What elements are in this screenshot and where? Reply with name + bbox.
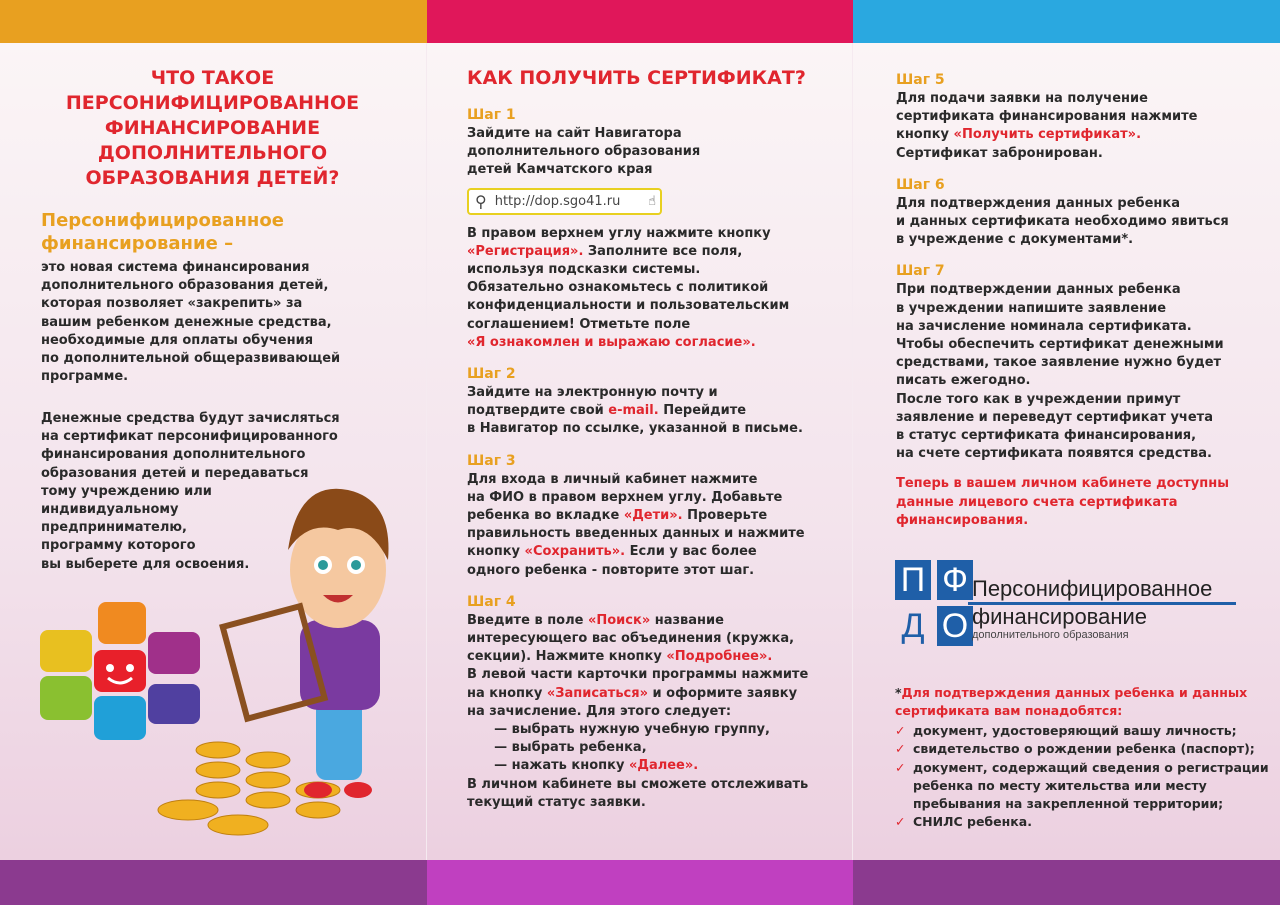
- text-line: [467, 525, 837, 543]
- text-segment: на зачисление номинала сертификата.: [896, 318, 1192, 334]
- text-line: [895, 813, 1269, 831]
- text-segment: документ, удостоверяющий вашу личность;: [913, 723, 1237, 738]
- step-4: [467, 592, 837, 812]
- middle-content: [467, 66, 837, 824]
- text-line: [896, 281, 1256, 299]
- text-segment: на сертификат персонифицированного: [41, 429, 338, 445]
- text-segment: При подтверждении данных ребенка: [896, 282, 1181, 298]
- text-segment: детей Камчатского края: [467, 162, 653, 178]
- account-note: [896, 475, 1256, 530]
- text-segment: Обязательно ознакомьтесь с политикой: [467, 280, 769, 296]
- step-label: Шаг 6: [896, 176, 945, 193]
- text-segment: финансирования дополнительного: [41, 447, 306, 463]
- text-line: [41, 332, 340, 350]
- text-segment: на счете сертификата появятся средства.: [896, 446, 1212, 462]
- documents-section: [895, 684, 1269, 832]
- step-label: Шаг 3: [467, 452, 516, 469]
- check-icon: ✓: [895, 759, 906, 775]
- text-line: [895, 722, 1269, 740]
- text-segment: в учреждении напишите заявление: [896, 300, 1167, 316]
- text-segment: Сертификат забронирован.: [896, 145, 1103, 161]
- text-line: [896, 126, 1256, 144]
- illustration: [38, 480, 398, 840]
- text-segment: ребенка по месту жительства или месту: [913, 777, 1207, 793]
- cursor-hand-icon: ☝: [648, 193, 656, 209]
- documents-list: [895, 722, 1269, 832]
- text-segment: — выбрать ребенка,: [467, 740, 647, 756]
- text-line: [896, 494, 1256, 512]
- text-line: [896, 90, 1256, 108]
- text-segment: в статус сертификата финансирования,: [896, 428, 1197, 444]
- step-3: [896, 261, 1256, 463]
- text-line: [41, 410, 340, 428]
- step-label: Шаг 2: [467, 366, 516, 383]
- top-bar-magenta: [427, 0, 853, 43]
- text-segment: Зайдите на сайт Навигатора: [467, 126, 682, 141]
- highlight-text: «Подробнее».: [666, 649, 773, 665]
- text-line: [467, 471, 837, 489]
- text-line: [467, 739, 837, 757]
- how-to-title: КАК ПОЛУЧИТЬ СЕРТИФИКАТ?: [467, 67, 806, 89]
- step-text: [467, 384, 837, 439]
- bottom-bar-middle: [427, 860, 853, 905]
- highlight-text: финансирования.: [896, 512, 1029, 528]
- text-line: [467, 316, 837, 334]
- right-content: [896, 66, 1256, 530]
- text-segment: — выбрать нужную учебную группу,: [467, 722, 770, 738]
- highlight-text: «Я ознакомлен и выражаю согласие».: [467, 334, 756, 350]
- text-segment: конфиденциальности и пользовательским: [467, 298, 790, 314]
- text-line: [467, 225, 837, 243]
- text-line: [467, 279, 837, 297]
- text-line: [896, 391, 1256, 409]
- text-line: [467, 507, 837, 525]
- title-line: ПЕРСОНИФИЦИРОВАННОЕ: [65, 92, 360, 114]
- top-bar-orange: [0, 0, 427, 43]
- step-1: [896, 70, 1256, 163]
- text-segment: одного ребенка - повторите этот шаг.: [467, 562, 755, 578]
- text-segment: необходимые для оплаты обучения: [41, 332, 314, 348]
- text-line: [467, 543, 837, 561]
- text-segment: Проверьте: [682, 508, 768, 524]
- logo-text: [972, 576, 1236, 641]
- text-line: [467, 489, 837, 507]
- text-line: [467, 261, 837, 279]
- highlight-text: e-mail.: [608, 403, 659, 419]
- text-segment: дополнительного образования детей,: [41, 278, 329, 294]
- highlight-text: «Записаться»: [546, 685, 649, 701]
- text-line: [895, 759, 1269, 777]
- step-2: [467, 364, 837, 439]
- text-segment: средствами, такое заявление нужно будет: [896, 355, 1222, 371]
- text-segment: Для входа в личный кабинет нажмите: [467, 471, 758, 487]
- text-segment: свидетельство о рождении ребенка (паспорт);: [913, 741, 1255, 757]
- text-segment: В левой части карточки программы нажмите: [467, 667, 809, 683]
- step-label: Шаг 7: [896, 263, 945, 280]
- subtitle-line: Персонифицированное: [41, 210, 284, 231]
- documents-title: [895, 684, 1269, 720]
- step-text: [467, 125, 837, 180]
- bottom-bar-right: [853, 860, 1280, 905]
- text-segment: Перейдите: [658, 403, 747, 419]
- text-segment: подтвердите свой: [467, 403, 609, 419]
- check-icon: ✓: [895, 723, 906, 738]
- text-segment: по дополнительной общеразвивающей: [41, 351, 341, 367]
- text-segment: в Навигатор по ссылке, указанной в письме.: [467, 421, 803, 437]
- url-text: http://dop.sgo41.ru: [494, 193, 621, 209]
- text-segment: текущий статус заявки.: [467, 794, 646, 810]
- top-bar-blue: [853, 0, 1280, 43]
- text-line: [896, 409, 1256, 427]
- text-segment: программу которого: [41, 538, 196, 554]
- text-segment: вы выберете для освоения.: [41, 556, 250, 572]
- step-label: Шаг 4: [467, 593, 516, 610]
- step-text: [467, 471, 837, 580]
- text-segment: правильность введенных данных и нажмите: [467, 526, 805, 542]
- text-segment: пребывания на закрепленной территории;: [913, 796, 1224, 812]
- text-line: [467, 334, 837, 352]
- highlight-text: сертификата вам понадобятся:: [895, 703, 1123, 718]
- step-3: [467, 451, 837, 580]
- text-line: [896, 512, 1256, 530]
- text-segment: которая позволяет «закрепить» за: [41, 296, 303, 312]
- text-line: [467, 143, 837, 161]
- step-text: [896, 90, 1256, 163]
- text-line: [896, 318, 1256, 336]
- text-line: [895, 684, 1269, 702]
- logo-letter: Ф: [937, 560, 973, 600]
- highlight-text: «Поиск»: [587, 612, 651, 628]
- logo-line1: Персонифицированное: [968, 576, 1236, 605]
- text-segment: секции). Нажмите кнопку: [467, 649, 667, 665]
- text-line: [467, 125, 837, 143]
- text-line: [467, 794, 837, 812]
- highlight-text: Теперь в вашем личном кабинете доступны: [896, 476, 1230, 492]
- text-line: [41, 259, 340, 277]
- highlight-text: «Регистрация».: [467, 243, 584, 259]
- step-text: [467, 225, 837, 352]
- text-segment: вашим ребенком денежные средства,: [41, 314, 332, 330]
- title-line: ЧТО ТАКОЕ: [150, 67, 275, 89]
- text-segment: Денежные средства будут зачисляться: [41, 411, 340, 426]
- text-segment: В личном кабинете вы сможете отслеживать: [467, 776, 809, 792]
- text-line: [467, 420, 837, 438]
- text-line: [896, 427, 1256, 445]
- text-segment: дополнительного образования: [467, 144, 701, 160]
- step-2: [896, 175, 1256, 250]
- text-line: [467, 703, 837, 721]
- step-label: Шаг 5: [896, 72, 945, 88]
- text-segment: Введите в поле: [467, 612, 588, 628]
- highlight-text: «Дети».: [623, 508, 683, 524]
- text-line: [467, 685, 837, 703]
- text-line: [467, 243, 837, 261]
- text-segment: тому учреждению или: [41, 483, 212, 499]
- text-line: [896, 300, 1256, 318]
- text-segment: Если у вас более: [625, 544, 757, 560]
- text-line: [896, 372, 1256, 390]
- logo-letter: П: [895, 560, 931, 600]
- text-line: [896, 445, 1256, 463]
- text-line: [467, 161, 837, 179]
- text-segment: предпринимателю,: [41, 520, 187, 536]
- highlight-text: данные лицевого счета сертификата: [896, 494, 1178, 510]
- text-segment: Для подтверждения данных ребенка: [896, 195, 1180, 211]
- text-segment: используя подсказки системы.: [467, 262, 701, 278]
- text-segment: соглашением! Отметьте поле: [467, 316, 691, 332]
- text-line: [41, 368, 340, 386]
- text-line: [896, 195, 1256, 213]
- navigator-url-field[interactable]: [467, 188, 662, 215]
- text-segment: В правом верхнем углу нажмите кнопку: [467, 225, 771, 241]
- text-line: [41, 446, 340, 464]
- text-line: [467, 776, 837, 794]
- text-line: [896, 336, 1256, 354]
- highlight-text: «Далее».: [628, 758, 699, 774]
- text-segment: программе.: [41, 369, 129, 385]
- highlight-text: «Сохранить».: [524, 544, 626, 560]
- highlight-text: «Получить сертификат».: [953, 127, 1142, 143]
- text-line: [41, 277, 340, 295]
- step-label: Шаг 1: [467, 107, 516, 123]
- text-line: [467, 297, 837, 315]
- text-line: [895, 795, 1269, 813]
- text-line: [896, 475, 1256, 493]
- text-line: [895, 702, 1269, 720]
- highlight-text: Для подтверждения данных ребенка и данных: [901, 685, 1248, 700]
- text-line: [896, 108, 1256, 126]
- text-segment: — нажать кнопку: [467, 758, 629, 774]
- text-segment: и оформите заявку: [648, 685, 798, 701]
- text-segment: на ФИО в правом верхнем углу. Добавьте: [467, 489, 783, 505]
- activity-icons: [40, 602, 200, 740]
- text-segment: на зачисление. Для этого следует:: [467, 703, 732, 719]
- text-line: [41, 350, 340, 368]
- text-line: [41, 428, 340, 446]
- text-segment: индивидуальному: [41, 502, 179, 518]
- text-segment: документ, содержащий сведения о регистрации: [913, 759, 1269, 775]
- title-line: ФИНАНСИРОВАНИЕ: [104, 117, 321, 139]
- text-segment: Зайдите на электронную почту и: [467, 385, 718, 401]
- title-line: ОБРАЗОВАНИЯ ДЕТЕЙ?: [85, 167, 340, 189]
- text-line: [896, 354, 1256, 372]
- text-segment: Для подачи заявки на получение: [896, 91, 1148, 106]
- boy-character: [223, 489, 389, 798]
- text-line: [467, 612, 837, 630]
- logo-line2: финансирование: [972, 604, 1148, 629]
- text-segment: образования детей и передаваться: [41, 465, 309, 481]
- text-segment: название: [650, 612, 724, 628]
- text-segment: *: [895, 685, 902, 700]
- text-line: [467, 562, 837, 580]
- step-text: [896, 195, 1256, 250]
- check-icon: ✓: [895, 814, 906, 830]
- text-segment: интересующего вас объединения (кружка,: [467, 631, 795, 647]
- subtitle-line: финансирование –: [41, 233, 234, 254]
- text-line: [41, 295, 340, 313]
- step-text: [467, 612, 837, 812]
- text-line: [895, 740, 1269, 758]
- text-segment: в учреждение с документами*.: [896, 232, 1134, 248]
- check-icon: ✓: [895, 741, 906, 757]
- text-line: [896, 145, 1256, 163]
- text-line: [895, 777, 1269, 795]
- text-line: [467, 648, 837, 666]
- text-segment: Чтобы обеспечить сертификат денежными: [896, 337, 1224, 353]
- text-line: [467, 384, 837, 402]
- text-segment: ребенка во вкладке: [467, 508, 624, 524]
- text-segment: Заполните все поля,: [583, 243, 743, 259]
- text-segment: сертификата финансирования нажмите: [896, 109, 1198, 125]
- logo-letter: Д: [901, 606, 925, 645]
- text-segment: кнопку: [896, 127, 954, 143]
- text-segment: на кнопку: [467, 685, 547, 701]
- text-line: [41, 314, 340, 332]
- left-title: [40, 66, 385, 191]
- text-line: [467, 402, 837, 420]
- text-line: [467, 630, 837, 648]
- text-segment: После того как в учреждении примут: [896, 391, 1181, 407]
- text-line: [467, 666, 837, 684]
- logo-letter: О: [937, 606, 973, 646]
- text-segment: и данных сертификата необходимо явиться: [896, 214, 1229, 230]
- text-segment: СНИЛС ребенка.: [913, 814, 1032, 830]
- definition-text: [41, 259, 340, 386]
- text-segment: кнопку: [467, 544, 525, 560]
- pfdo-logo: [895, 560, 973, 646]
- text-segment: писать ежегодно.: [896, 373, 1031, 389]
- step-text: [896, 281, 1256, 463]
- text-line: [896, 213, 1256, 231]
- text-segment: это новая система финансирования: [41, 260, 310, 275]
- search-icon: ⚲: [475, 191, 487, 211]
- step-1: [467, 105, 837, 352]
- text-line: [467, 757, 837, 775]
- text-line: [896, 231, 1256, 249]
- text-line: [467, 721, 837, 739]
- text-segment: заявление и переведут сертификат учета: [896, 409, 1213, 425]
- logo-line3: дополнительного образования: [972, 629, 1129, 641]
- title-line: ДОПОЛНИТЕЛЬНОГО: [97, 142, 328, 164]
- definition-heading: [41, 209, 284, 255]
- bottom-bar-left: [0, 860, 427, 905]
